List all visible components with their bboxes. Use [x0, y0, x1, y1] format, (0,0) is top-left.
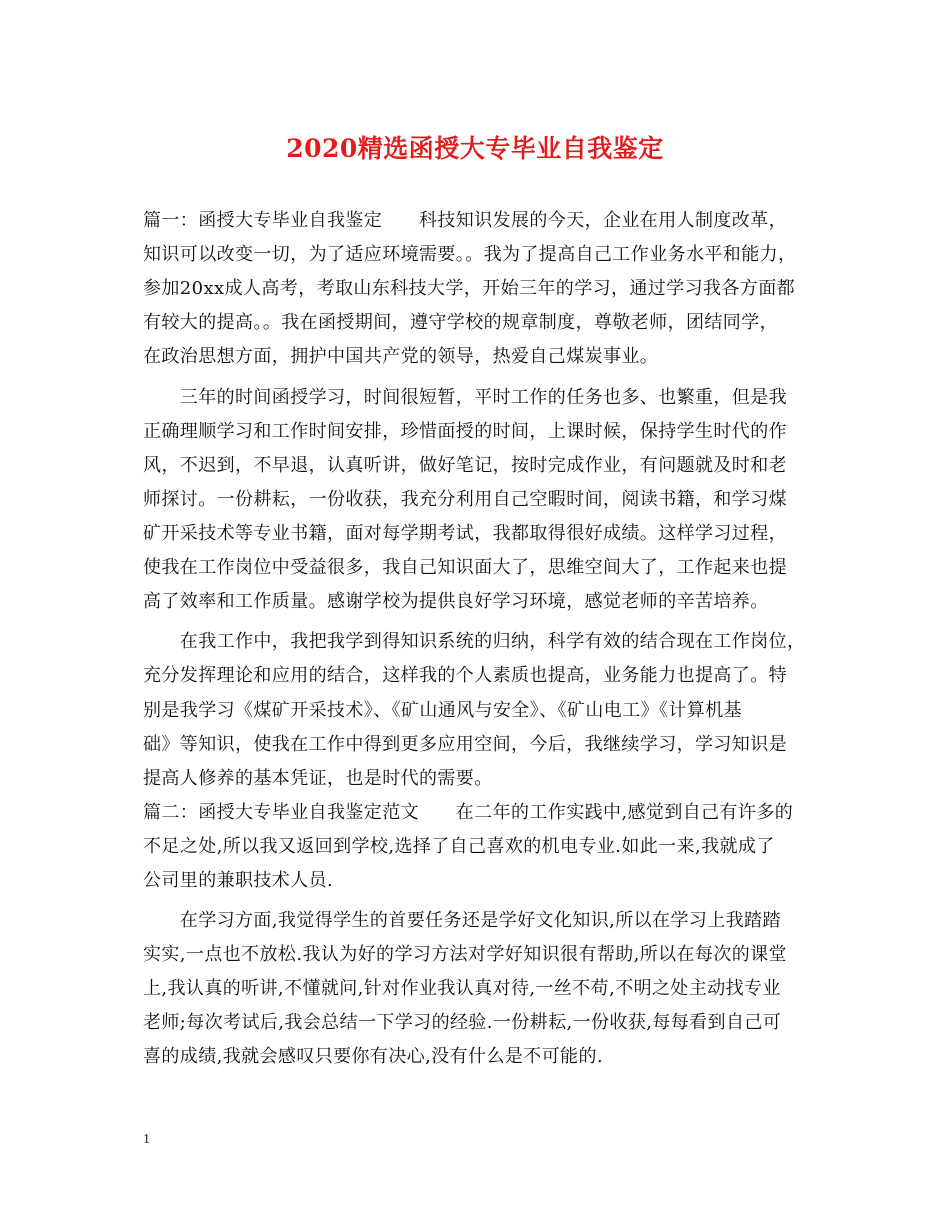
- body-line: 风，不迟到，不早退，认真听讲，做好笔记，按时完成作业，有问题就及时和老: [143, 455, 787, 476]
- body-line: 参加20xx成人高考，考取山东科技大学，开始三年的学习，通过学习我各方面都: [143, 278, 796, 299]
- body-line: 三年的时间函授学习，时间很短暂，平时工作的任务也多、也繁重，但是我: [143, 387, 787, 408]
- body-line: 知识可以改变一切，为了适应环境需要。。我为了提高自己工作业务水平和能力，: [143, 244, 797, 265]
- body-line: 师探讨。一份耕耘，一份收获，我充分利用自己空暇时间，阅读书籍，和学习煤: [143, 489, 787, 510]
- body-line: 老师;每次考试后,我会总结一下学习的经验.一份耕耘,一份收获,每每看到自己可: [143, 1012, 782, 1033]
- body-line: 实实,一点也不放松.我认为好的学习方法对学好知识很有帮助,所以在每次的课堂: [143, 944, 787, 965]
- body-line: 充分发挥理论和应用的结合，这样我的个人素质也提高，业务能力也提高了。特: [143, 665, 787, 686]
- body-line: 在我工作中，我把我学到得知识系统的归纳，科学有效的结合现在工作岗位，: [143, 631, 806, 652]
- body-line: 正确理顺学习和工作时间安排，珍惜面授的时间，上课时候，保持学生时代的作: [143, 421, 787, 442]
- body-line: 喜的成绩,我就会感叹只要你有决心,没有什么是不可能的.: [143, 1046, 603, 1067]
- body-line: 础》等知识，使我在工作中得到更多应用空间，今后，我继续学习，学习知识是: [143, 734, 787, 755]
- body-line: 有较大的提高。。我在函授期间，遵守学校的规章制度，尊敬老师，团结同学，: [143, 312, 778, 333]
- body-line: 篇一：函授大专毕业自我鉴定 科技知识发展的今天，企业在用人制度改革，: [143, 210, 787, 231]
- body-line: 使我在工作岗位中受益很多，我自己知识面大了，思维空间大了，工作起来也提: [143, 557, 787, 578]
- body-line: 矿开采技术等专业书籍，面对每学期考试，我都取得很好成绩。这样学习过程，: [143, 523, 787, 544]
- body-line: 别是我学习《煤矿开采技术》、《矿山通风与安全》、《矿山电工》《计算机基: [143, 700, 742, 721]
- body-line: 在学习方面,我觉得学生的首要任务还是学好文化知识,所以在学习上我踏踏: [143, 910, 781, 931]
- body-line: 不足之处,所以我又返回到学校,选择了自己喜欢的机电专业.如此一来,我就成了: [143, 836, 775, 857]
- body-line: 上,我认真的听讲,不懂就问,针对作业我认真对待,一丝不苟,不明之处主动找专业: [143, 978, 781, 999]
- page-number: 1: [143, 1132, 150, 1147]
- body-line: 高了效率和工作质量。感谢学校为提供良好学习环境，感觉老师的辛苦培养。: [143, 591, 769, 612]
- body-line: 提高人修养的基本凭证，也是时代的需要。: [143, 768, 493, 789]
- document-title: 2020精选函授大专毕业自我鉴定: [286, 134, 664, 163]
- body-line: 篇二：函授大专毕业自我鉴定范文 在二年的工作实践中,感觉到自己有许多的: [143, 802, 794, 823]
- body-line: 在政治思想方面，拥护中国共产党的领导，热爱自己煤炭事业。: [143, 346, 659, 367]
- body-line: 公司里的兼职技术人员.: [143, 870, 334, 891]
